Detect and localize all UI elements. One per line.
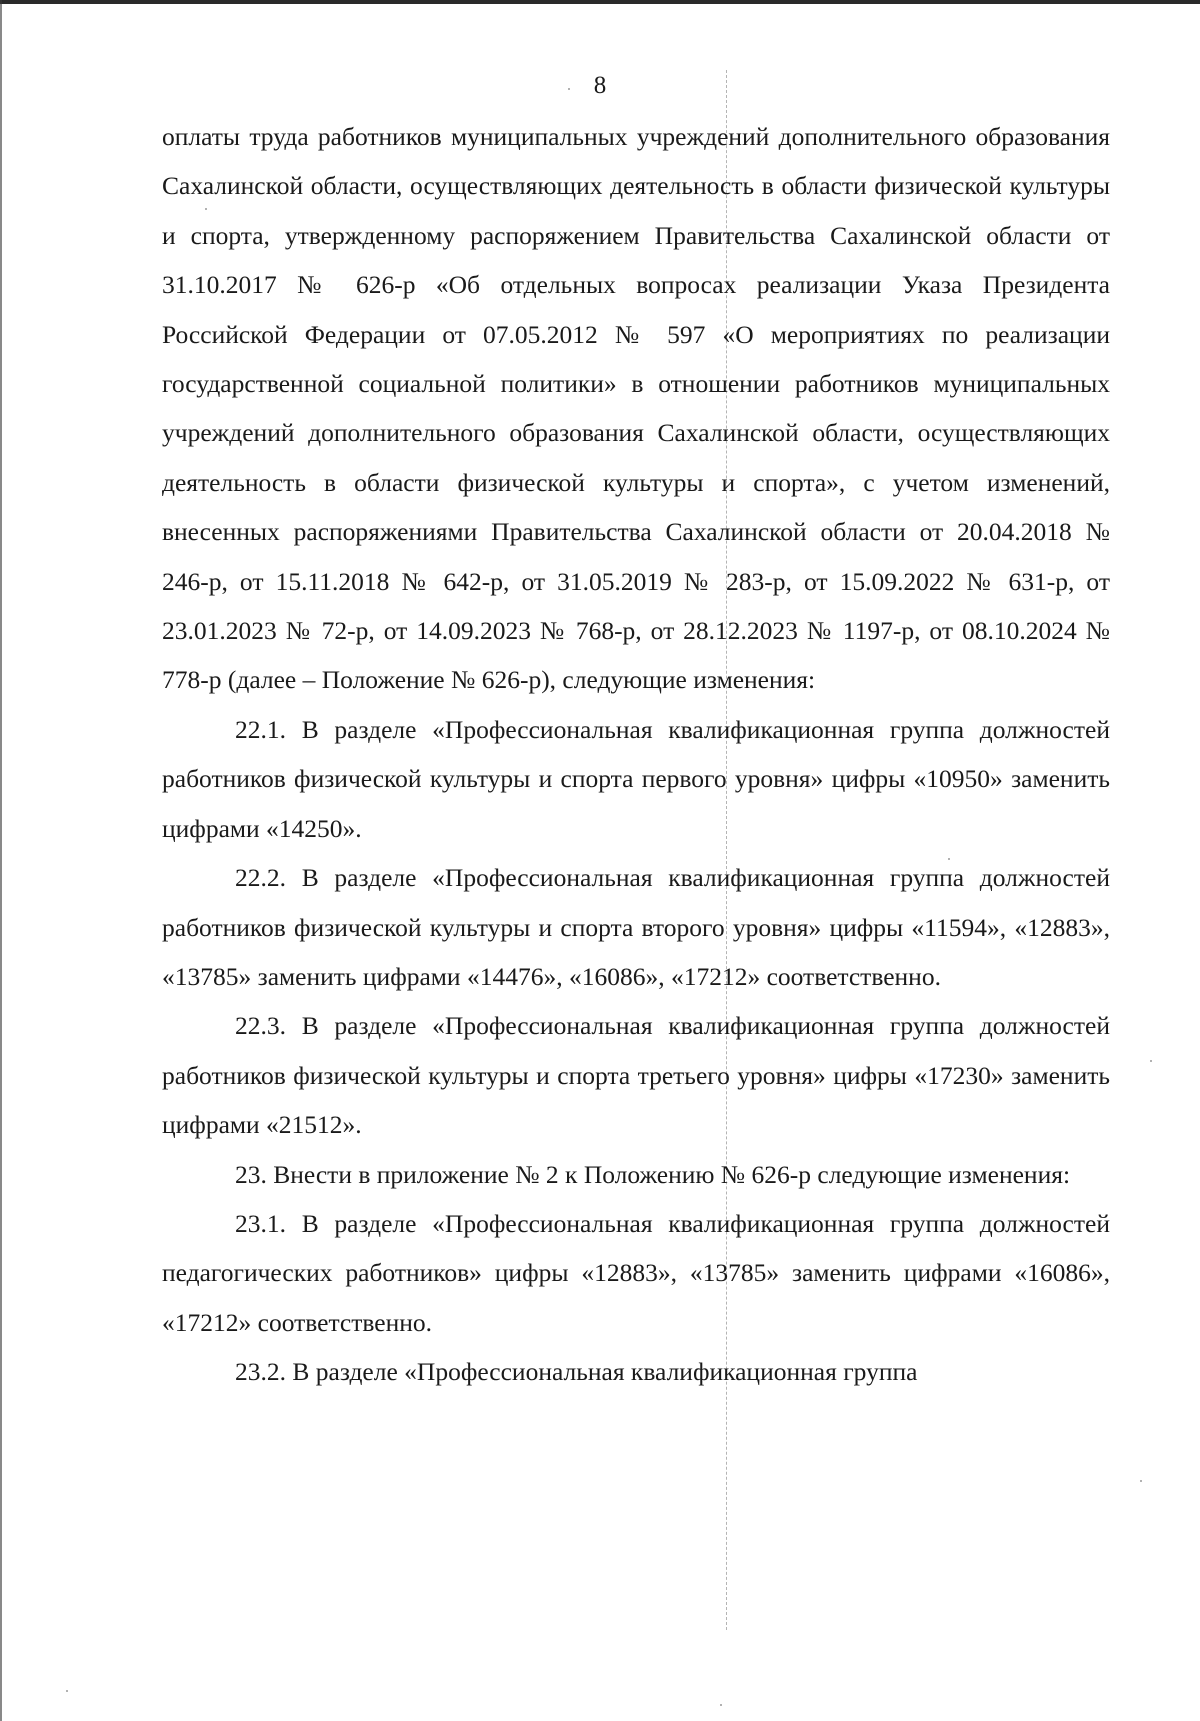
- paragraph-22-2: 22.2. В разделе «Профессиональная квалификационная группа должностей работников физической культуры и спорта второго уровня» цифры «11594», «12883», «13785» заменить цифрами «14476», «16086», «17212» соответственно.: [162, 863, 1110, 991]
- paragraph-22-3: 22.3. В разделе «Профессиональная квалификационная группа должностей работников физической культуры и спорта третьего уровня» цифры «17230» заменить цифрами «21512».: [162, 1011, 1110, 1140]
- scan-left-edge: [0, 0, 2, 1721]
- paragraph-23-1: 23.1. В разделе «Профессиональная квалификационная группа должностей педагогических работников» цифры «12883», «13785» заменить цифрами «16086», «17212» соответственно.: [162, 1208, 1110, 1337]
- document-body: [162, 112, 1110, 1397]
- scan-top-edge: [0, 0, 1200, 4]
- paragraph-continuation: оплаты труда работников муниципальных учреждений дополнительного образования Сахалинской области, осуществляющих деятельность в области физической культуры и спорта, утвержденному распоряжением Правительства Сахалинской области от 31.10.2017 № 626-р «Об отдельных вопросах реализации Указа Президента Российской Федерации от 07.05.2012 № 597 «О мероприятиях по реализации государственной социальной политики» в отношении работников муниципальных учреждений дополнительного образования Сахалинской области, осуществляющих деятельность в области физической культуры и спорта», с учетом изменений, внесенных распоряжениями Правительства Сахалинской области от 20.04.2018 № 246-р, от 15.11.2018 № 642-р, от 31.05.2019 № 283-р, от 15.09.2022 № 631-р, от 23.01.2023 № 72-р, от 14.09.2023 № 768-р, от 28.12.2023 № 1197-р, от 08.10.2024 № 778-р (далее – Положение № 626-р), следующие изменения:: [162, 122, 1110, 695]
- paragraph-23-2: 23.2. В разделе «Профессиональная квалификационная группа: [235, 1357, 918, 1387]
- paragraph-23: 23. Внести в приложение № 2 к Положению № 626-р следующие изменения:: [235, 1159, 1071, 1189]
- page-number: 8: [593, 72, 607, 99]
- scan-speck: [66, 1690, 68, 1692]
- paragraph-22-1: 22.1. В разделе «Профессиональная квалификационная группа должностей работников физической культуры и спорта первого уровня» цифры «10950» заменить цифрами «14250».: [162, 714, 1110, 843]
- scan-speck: [720, 1704, 722, 1706]
- scan-speck: [1150, 1060, 1152, 1062]
- scan-speck: [1140, 1480, 1142, 1482]
